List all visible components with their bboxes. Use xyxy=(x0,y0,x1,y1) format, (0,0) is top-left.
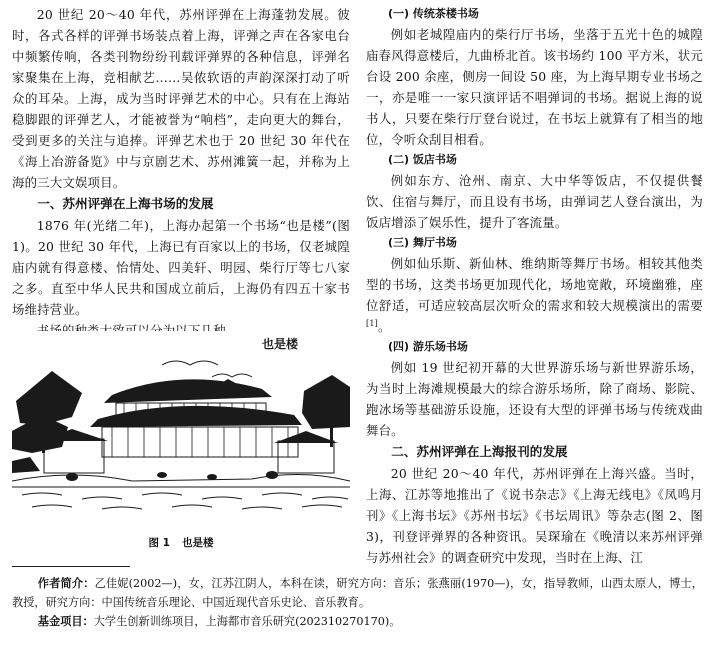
subsection-4-paragraph: 例如 19 世纪初开幕的大世界游乐场与新世界游乐场，为当时上海滩规模最大的综合游乐场所，除了商场、影院、跑冰场等基础游乐设施，还设有大型的评弹书场与传统戏曲舞台。 xyxy=(366,360,703,438)
author-text: 乙佳妮(2002—)，女，江苏江阴人，本科在读，研究方向：音乐；张燕丽(1970—)，女，指导教师，山西太原人，博士，教授，研究方向：中国传统音乐理论、中国近现代音乐史论、音乐教育。 xyxy=(12,577,703,609)
subsection-1-heading: (一) 传统茶楼书场 xyxy=(388,7,479,20)
subsection-3-heading: (三) 舞厅书场 xyxy=(388,236,457,249)
citation-1: [1] xyxy=(366,318,378,328)
right-column xyxy=(366,4,703,568)
footnote-rule xyxy=(12,566,130,567)
intro-paragraph: 20 世纪 20～40 年代，苏州评弹在上海蓬勃发展。彼时，各式各样的评弹书场装点着上海，评弹之声在各家电台中频繁传响，各类刊物纷纷刊载评弹界的各种信息，评弹名家聚集在上海，竞相献艺……吴侬软语的声韵深深打动了听众的耳朵。上海，成为当时评弹艺术的中心。只有在上海站稳脚跟的评弹艺人，才能被誉为“响档”，走向更大的舞台，受到更多的关注与追捧。评弹艺术也于 20 世纪 30 年代在《海上冶游备览》中与京剧艺术、苏州滩簧一起，并称为上海的三大文娱项目。 xyxy=(12,7,350,190)
section2-heading: 二、苏州评弹在上海报刊的发展 xyxy=(391,444,568,459)
subsection-4-heading: (四) 游乐场书场 xyxy=(388,340,468,353)
subsection-3-paragraph xyxy=(366,253,703,337)
fund-info xyxy=(12,612,703,631)
section1-heading: 一、苏州评弹在上海书场的发展 xyxy=(37,196,214,211)
subsection-2-paragraph: 例如东方、沧州、南京、大中华等饭店，不仅提供餐饮、住宿与舞厅，而且设有书场，由弹词艺人登台演出，为饭店增添了娱乐性，提升了客流量。 xyxy=(366,173,703,230)
yeshilou-drawing xyxy=(12,331,350,518)
subsection-3-text: 例如仙乐斯、新仙林、维纳斯等舞厅书场。相较其他类型的书场，这类书场更加现代化，场地宽敞，环境幽雅，座位舒适，可适应较高层次听众的需求和较大规模演出的需要 xyxy=(366,256,703,313)
author-label: 作者简介： xyxy=(37,577,95,590)
figure-caption-label: 图 1 xyxy=(148,537,170,549)
footnotes xyxy=(12,574,703,631)
subsection-2-heading: (二) 饭店书场 xyxy=(388,153,457,166)
author-bio xyxy=(12,574,703,612)
fund-text: 大学生创新训练项目，上海都市音乐研究(202310270170)。 xyxy=(93,615,401,628)
fund-label: 基金项目： xyxy=(37,615,94,628)
figure-caption-title: 也是楼 xyxy=(181,537,214,549)
section2-paragraph: 20 世纪 20～40 年代，苏州评弹在上海兴盛。当时，上海、江苏等地推出了《说书杂志》《上海无线电》《凤鸣月刊》《上海书坛》《苏州书坛》《书坛周讯》等杂志(图 2、图 3)，刊登评弹界的各种资讯。吴琛瑜在《晚清以来苏州评弹与苏州社会》的调查研究中发现，当时在上海、江 xyxy=(366,466,703,565)
left-column xyxy=(12,4,350,341)
section1-paragraph-1: 1876 年(光绪二年)，上海办起第一个书场“也是楼”(图 1)。20 世纪 30 年代，上海已有百家以上的书场，仅老城隍庙内就有得意楼、怡情处、四美轩、明园、柴行厅等七八家之多。直至中华人民共和国成立前后，上海仍有四五十家书场维持营业。 xyxy=(12,218,350,317)
subsection-3-end: 。 xyxy=(377,319,391,334)
subsection-1-paragraph: 例如老城隍庙内的柴行厅书场，坐落于五光十色的城隍庙春风得意楼后，九曲桥北首。该书场约 100 平方米，状元台设 200 余座，侧房一间设 50 座，为上海早期专业书场之一，亦是唯一一家只演评话不唱弹词的书场。据说上海的说书人，只要在柴行厅登台说过，在书坛上就算有了相当的地位，令听众刮目相看。 xyxy=(366,27,703,147)
figure-1-caption xyxy=(12,535,350,550)
figure-image-title: 也是楼 xyxy=(262,337,299,351)
figure-1-image xyxy=(12,331,350,518)
